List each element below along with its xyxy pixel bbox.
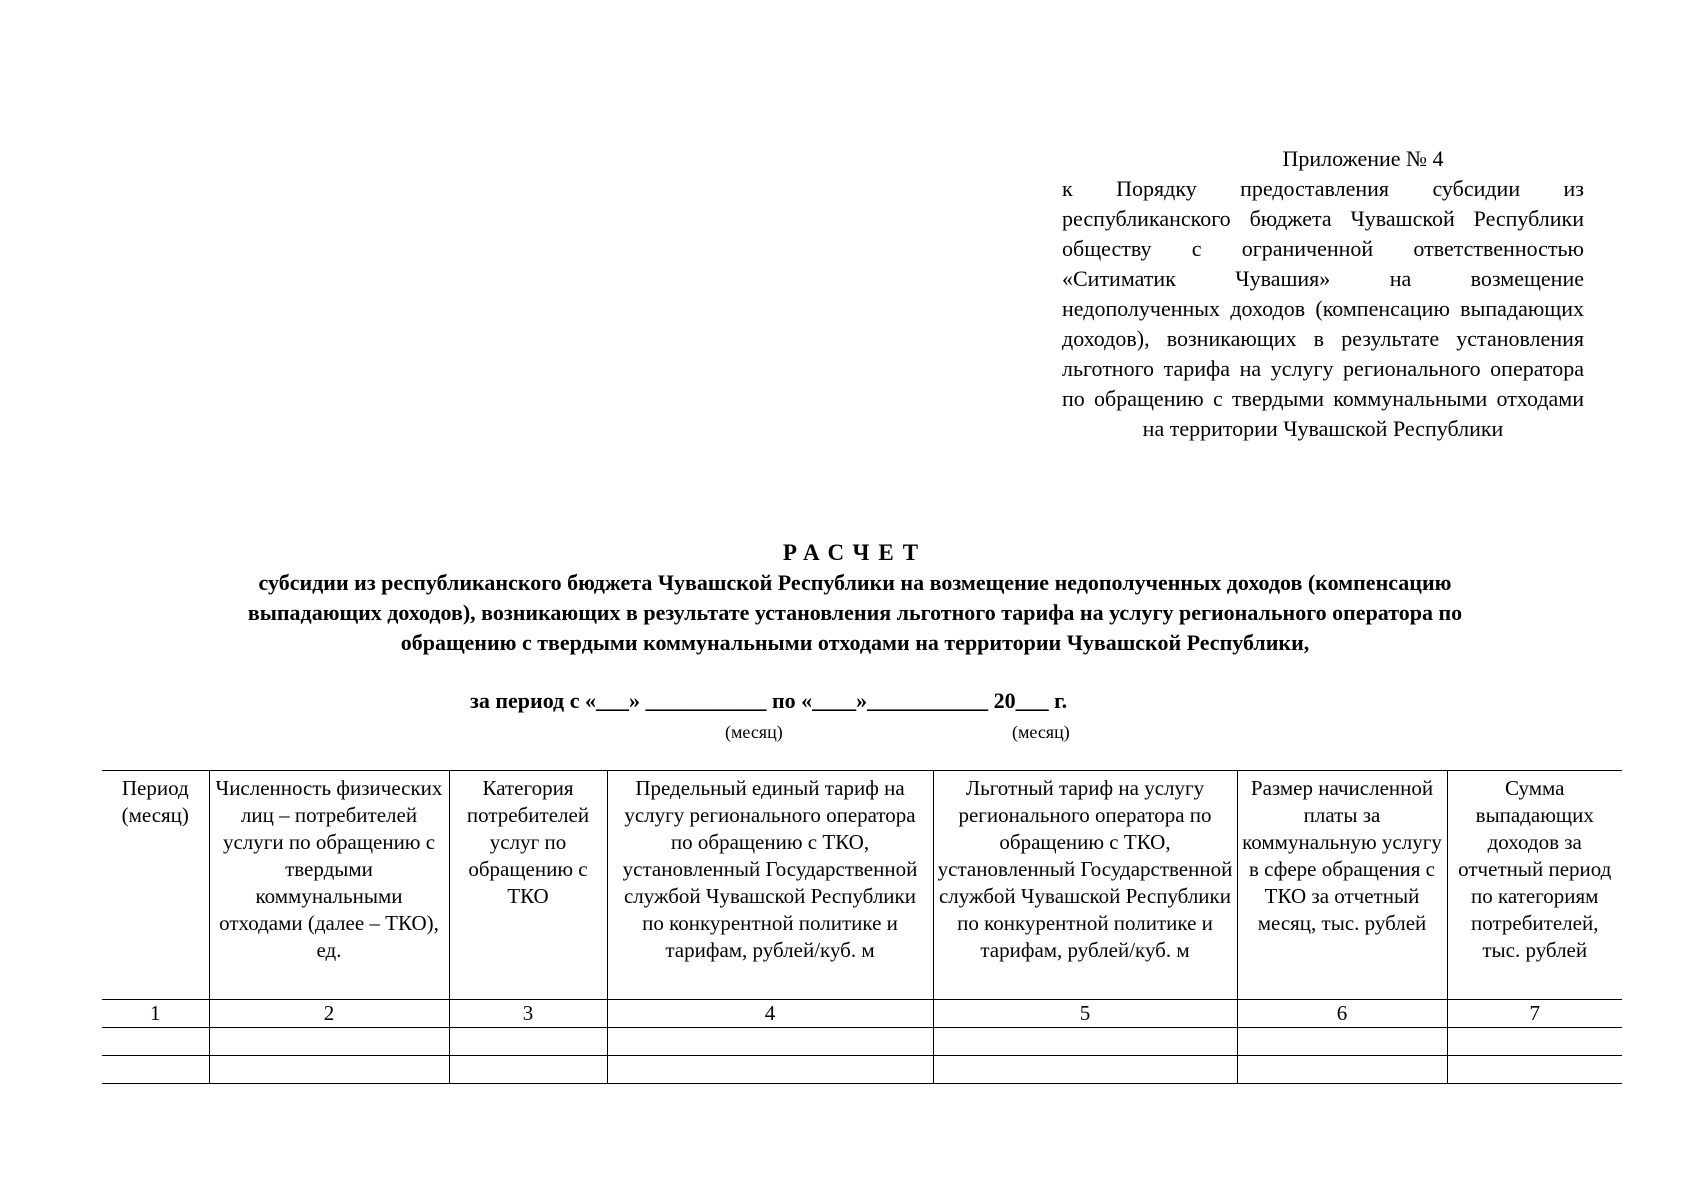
table-header-row bbox=[102, 771, 1622, 1000]
column-number: 6 bbox=[1237, 1000, 1447, 1028]
column-header: Категория потребителей услуг по обращению с ТКО bbox=[449, 771, 607, 1000]
table-cell bbox=[1447, 1056, 1622, 1084]
calculation-table bbox=[102, 770, 1622, 1084]
column-number-row bbox=[102, 1000, 1622, 1028]
column-header: Численность физических лиц – потребителей услуги по обращению с твердыми коммунальными отходами (далее – ТКО), ед. bbox=[209, 771, 449, 1000]
table-row bbox=[102, 1028, 1622, 1056]
month-label-to: (месяц) bbox=[1012, 722, 1070, 742]
column-number: 5 bbox=[933, 1000, 1237, 1028]
table-row bbox=[102, 1056, 1622, 1084]
table-cell bbox=[933, 1028, 1237, 1056]
table-cell bbox=[449, 1028, 607, 1056]
column-header: Размер начисленной платы за коммунальную услугу в сфере обращения с ТКО за отчетный месяц, тыс. рублей bbox=[1237, 771, 1447, 1000]
column-number: 4 bbox=[607, 1000, 933, 1028]
column-number: 2 bbox=[209, 1000, 449, 1028]
table-cell bbox=[1447, 1028, 1622, 1056]
table-cell bbox=[933, 1056, 1237, 1084]
table-cell bbox=[102, 1028, 209, 1056]
table-cell bbox=[607, 1028, 933, 1056]
column-number: 7 bbox=[1447, 1000, 1622, 1028]
table-cell bbox=[1237, 1056, 1447, 1084]
table-cell bbox=[449, 1056, 607, 1084]
column-header: Льготный тариф на услугу регионального оператора по обращению с ТКО, установленный Государственной службой Чувашской Республики по конкурентной политике и тарифам, рублей/куб. м bbox=[933, 771, 1237, 1000]
column-header: Предельный единый тариф на услугу регионального оператора по обращению с ТКО, установленный Государственной службой Чувашской Республики по конкурентной политике и тарифам, рублей/куб. м bbox=[607, 771, 933, 1000]
document-heading bbox=[200, 538, 1510, 658]
column-number: 1 bbox=[102, 1000, 209, 1028]
column-header: Период (месяц) bbox=[102, 771, 209, 1000]
column-header: Сумма выпадающих доходов за отчетный период по категориям потребителей, тыс. рублей bbox=[1447, 771, 1622, 1000]
period-line: за период с «___» ___________ по «____»___________ 20___ г. bbox=[470, 688, 1068, 713]
appendix-block bbox=[1062, 144, 1584, 444]
month-label-from: (месяц) bbox=[725, 722, 783, 742]
table-cell bbox=[209, 1056, 449, 1084]
table-cell bbox=[1237, 1028, 1447, 1056]
table-cell bbox=[209, 1028, 449, 1056]
table-cell bbox=[607, 1056, 933, 1084]
document-title: РАСЧЕТ bbox=[782, 540, 928, 565]
table-cell bbox=[102, 1056, 209, 1084]
appendix-text: к Порядку предоставления субсидии из республиканского бюджета Чувашской Республики обществу с ограниченной ответственностью «Ситиматик Чувашия» на возмещение недополученных доходов (компенсацию выпадающих доходов), возникающих в результате установления льготного тарифа на услугу регионального оператора по обращению с твердыми коммунальными отходами на территории Чувашской Республики bbox=[1062, 176, 1584, 441]
document-subtitle: субсидии из республиканского бюджета Чувашской Республики на возмещение недополученных доходов (компенсацию выпадающих доходов), возникающих в результате установления льготного тарифа на услугу регионального оператора по обращению с твердыми коммунальными отходами на территории Чувашской Республики, bbox=[247, 570, 1463, 655]
column-number: 3 bbox=[449, 1000, 607, 1028]
appendix-title: Приложение № 4 bbox=[1282, 146, 1444, 171]
